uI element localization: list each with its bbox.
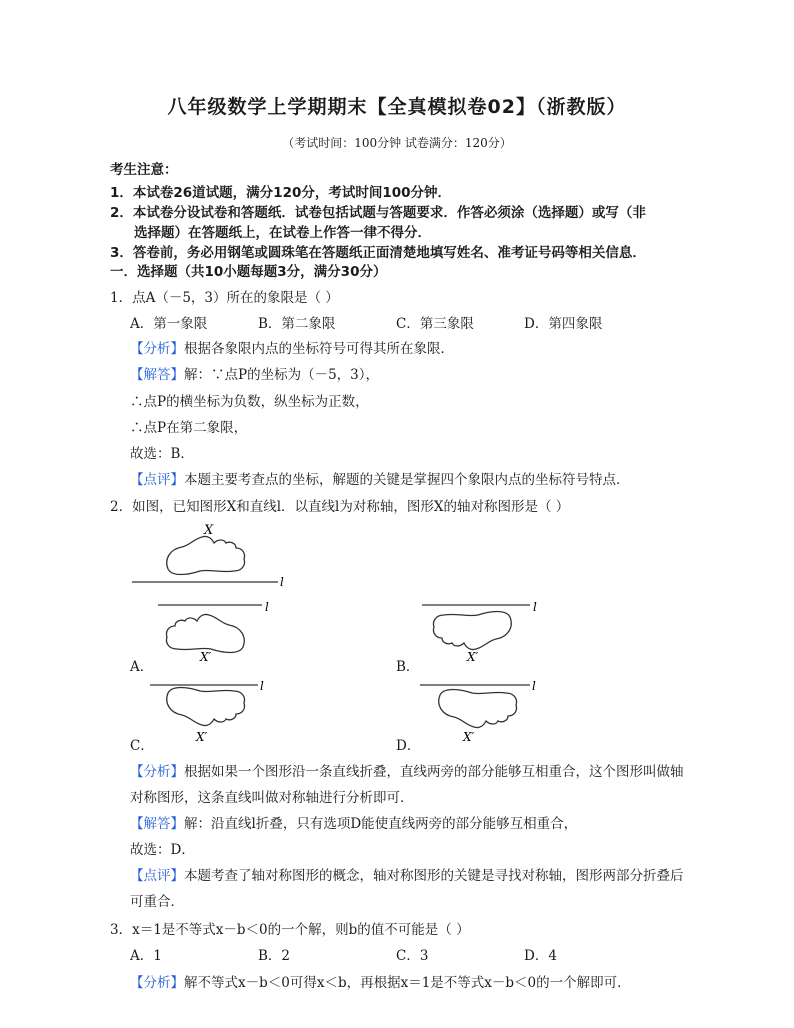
answer-text: 解：∵点P的坐标为（－5，3）， bbox=[184, 367, 380, 383]
analysis-text: 根据如果一个图形沿一条直线折叠，直线两旁的部分能够互相重合，这个图形叫做轴 bbox=[184, 764, 684, 780]
section-title: 一．选择题（共10小题每题3分，满分30分） bbox=[110, 264, 387, 280]
answer-text: 解：沿直线l折叠，只有选项D能使直线两旁的部分能够互相重合， bbox=[184, 816, 578, 832]
notice-line-3: 3．答卷前，务必用钢笔或圆珠笔在答题纸正面清楚地填写姓名、准考证号码等相关信息． bbox=[110, 245, 646, 261]
page-title: 八年级数学上学期期末【全真模拟卷02】（浙教版） bbox=[167, 96, 627, 118]
figure-option-b bbox=[433, 612, 511, 650]
comment-tag: 【点评】 bbox=[130, 868, 184, 884]
q3-analysis bbox=[130, 971, 631, 991]
answer-tag: 【解答】 bbox=[130, 816, 184, 832]
label-l-b: l bbox=[533, 600, 537, 614]
comment-text: 本题考查了轴对称图形的概念，轴对称图形的关键是寻找对称轴，图形两部分折叠后 bbox=[184, 868, 684, 884]
analysis-text: 根据各象限内点的坐标符号可得其所在象限． bbox=[184, 341, 454, 357]
analysis-tag: 【分析】 bbox=[130, 341, 184, 357]
q2-analysis-line-2: 对称图形，这条直线叫做对称轴进行分析即可． bbox=[130, 790, 414, 806]
question-3-stem: 3．x＝1是不等式x－b＜0的一个解，则b的值不可能是（ ） bbox=[110, 922, 470, 938]
q2-option-c: C． bbox=[130, 738, 154, 754]
label-l-original: l bbox=[280, 575, 284, 589]
q1-option-c: C．第三象限 bbox=[396, 316, 474, 332]
q1-answer-line-3: ∴点P在第二象限， bbox=[130, 420, 248, 436]
figure-option-d bbox=[439, 690, 517, 728]
analysis-tag: 【分析】 bbox=[130, 975, 184, 991]
figure-option-c bbox=[167, 688, 245, 726]
q2-comment-line-2: 可重合． bbox=[130, 894, 184, 910]
q1-choice: 故选：B． bbox=[130, 446, 194, 462]
q1-option-d: D．第四象限 bbox=[524, 316, 603, 332]
comment-tag: 【点评】 bbox=[130, 472, 184, 488]
figure-x bbox=[167, 523, 245, 575]
label-xprime-b: X′ bbox=[467, 650, 479, 664]
q1-answer-line-2: ∴点P的横坐标为负数，纵坐标为正数， bbox=[130, 394, 369, 410]
q2-option-a: A． bbox=[130, 659, 154, 675]
q3-option-c: C．3 bbox=[396, 948, 429, 964]
exam-info: （考试时间：100分钟 试卷满分：120分） bbox=[282, 136, 512, 150]
q1-option-a: A．第一象限 bbox=[130, 316, 208, 332]
label-l-c: l bbox=[260, 679, 264, 693]
analysis-text: 解不等式x－b＜0可得x＜b，再根据x＝1是不等式x－b＜0的一个解即可． bbox=[184, 975, 631, 991]
comment-text: 本题主要考查点的坐标，解题的关键是掌握四个象限内点的坐标符号特点． bbox=[184, 472, 630, 488]
label-x: X bbox=[204, 523, 214, 538]
label-xprime-a: X′ bbox=[200, 650, 212, 664]
answer-tag: 【解答】 bbox=[130, 367, 184, 383]
question-1-stem: 1．点A（－5，3）所在的象限是（ ） bbox=[110, 290, 339, 306]
q2-choice: 故选：D． bbox=[130, 842, 195, 858]
q2-option-d: D． bbox=[396, 738, 421, 754]
q1-option-b: B．第二象限 bbox=[258, 316, 336, 332]
q3-option-d: D．4 bbox=[524, 948, 557, 964]
label-l-d: l bbox=[532, 679, 536, 693]
q3-option-a: A．1 bbox=[130, 948, 162, 964]
q2-analysis bbox=[130, 760, 684, 780]
notice-heading: 考生注意： bbox=[110, 162, 178, 178]
analysis-tag: 【分析】 bbox=[130, 764, 184, 780]
q2-answer bbox=[130, 812, 577, 832]
figure-option-a bbox=[166, 614, 244, 652]
q2-option-b: B． bbox=[396, 659, 420, 675]
label-xprime-d: X′ bbox=[463, 730, 475, 744]
question-2-stem: 2．如图，已知图形X和直线l．以直线l为对称轴，图形X的轴对称图形是（ ） bbox=[110, 499, 570, 515]
notice-line-2a: 2．本试卷分设试卷和答题纸．试卷包括试题与答题要求．作答必须涂（选择题）或写（非 bbox=[110, 205, 646, 221]
label-l-a: l bbox=[265, 600, 269, 614]
notice-line-2b: 选择题）在答题纸上，在试卷上作答一律不得分． bbox=[134, 225, 431, 241]
notice-line-1: 1．本试卷26道试题，满分120分，考试时间100分钟． bbox=[110, 185, 452, 201]
q2-comment bbox=[130, 864, 684, 884]
label-xprime-c: X′ bbox=[196, 730, 208, 744]
q3-option-b: B．2 bbox=[258, 948, 291, 964]
